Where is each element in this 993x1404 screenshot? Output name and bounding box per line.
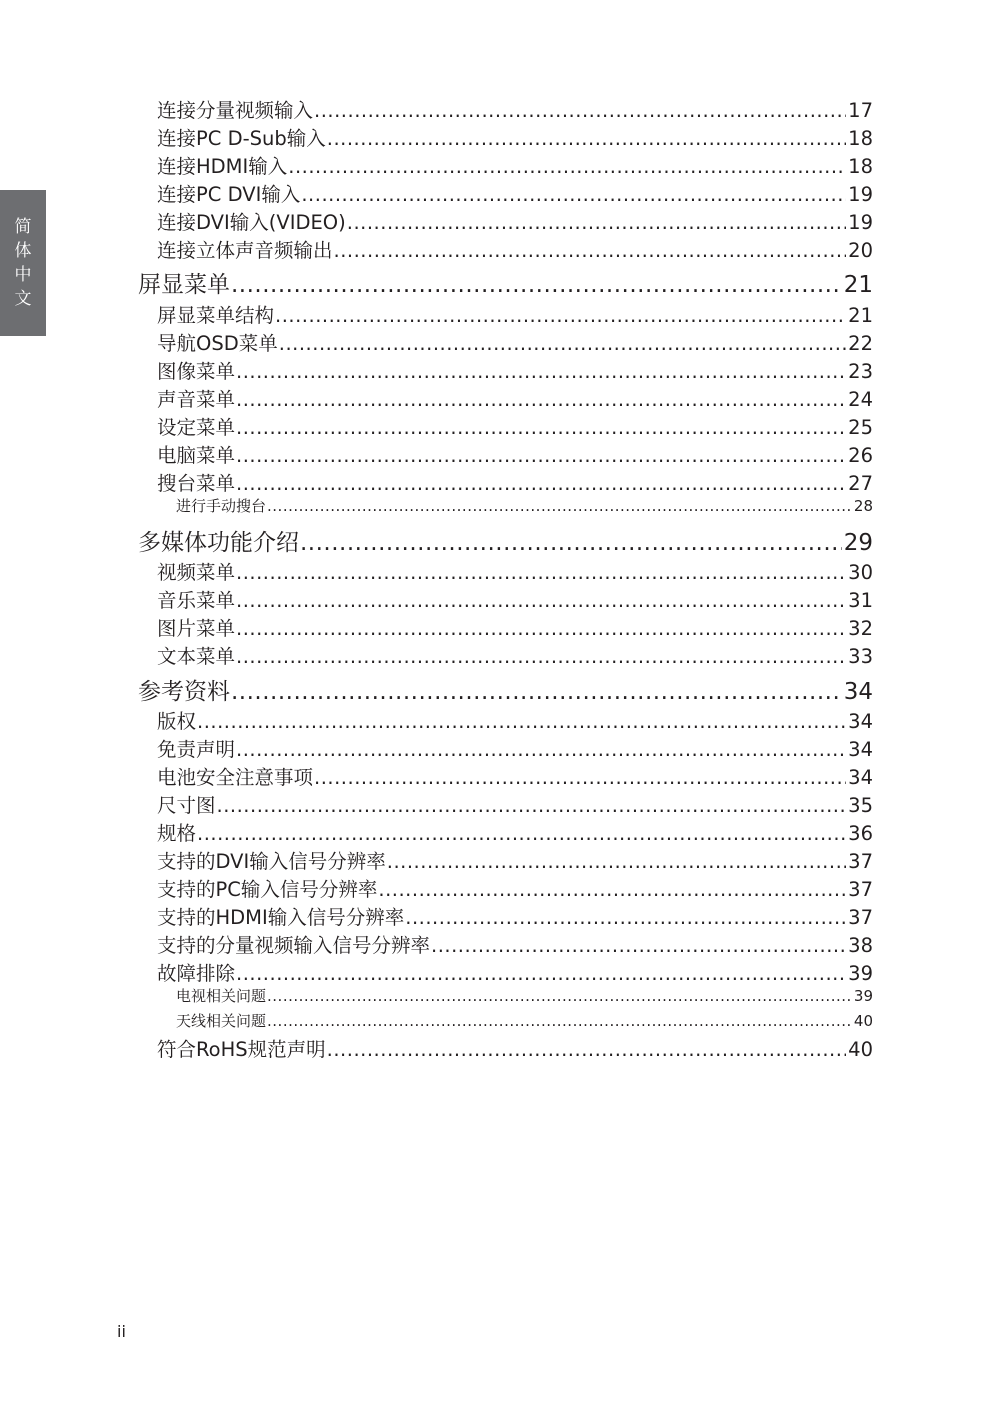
toc-entry-page: 20 bbox=[848, 239, 873, 262]
toc-entry-page: 21 bbox=[848, 304, 873, 327]
toc-entry-page: 29 bbox=[843, 530, 873, 556]
toc-entry[interactable] bbox=[176, 985, 873, 1005]
toc-entry-page: 35 bbox=[848, 794, 873, 817]
toc-entry-page: 27 bbox=[848, 472, 873, 495]
toc-entry-title: 电池安全注意事项 bbox=[157, 766, 314, 789]
toc-leader-dots bbox=[275, 304, 846, 327]
toc-entry-page: 30 bbox=[848, 561, 873, 584]
toc-entry[interactable] bbox=[176, 1010, 873, 1030]
side-tab-char: 体 bbox=[14, 241, 32, 261]
toc-entry[interactable] bbox=[157, 902, 873, 928]
toc-entry-title: 支持的PC输入信号分辨率 bbox=[157, 878, 378, 901]
toc-entry[interactable] bbox=[157, 958, 873, 984]
toc-entry-title: 搜台菜单 bbox=[157, 472, 236, 495]
toc-entry-title: 文本菜单 bbox=[157, 645, 236, 668]
toc-leader-dots bbox=[236, 962, 846, 985]
toc-entry[interactable] bbox=[157, 706, 873, 732]
toc-entry-title: 版权 bbox=[157, 710, 197, 733]
toc-entry[interactable] bbox=[157, 123, 873, 149]
toc-entry-page: 33 bbox=[848, 645, 873, 668]
toc-entry[interactable] bbox=[157, 818, 873, 844]
toc-leader-dots bbox=[236, 388, 846, 411]
toc-entry-title: 参考资料 bbox=[138, 679, 230, 705]
toc-entry-page: 21 bbox=[843, 272, 873, 298]
toc-entry-title: 规格 bbox=[157, 822, 197, 845]
toc-entry[interactable] bbox=[157, 874, 873, 900]
toc-entry[interactable] bbox=[157, 440, 873, 466]
toc-entry[interactable] bbox=[157, 412, 873, 438]
toc-entry-title: 图像菜单 bbox=[157, 360, 236, 383]
toc-entry[interactable] bbox=[157, 328, 873, 354]
toc-entry-page: 17 bbox=[848, 99, 873, 122]
toc-entry-title: 声音菜单 bbox=[157, 388, 236, 411]
toc-entry[interactable] bbox=[157, 846, 873, 872]
toc-entry-title: 符合RoHS规范声明 bbox=[157, 1038, 326, 1061]
toc-entry[interactable] bbox=[157, 356, 873, 382]
toc-entry-title: 连接PC D-Sub输入 bbox=[157, 127, 326, 150]
toc-entry[interactable] bbox=[157, 790, 873, 816]
toc-leader-dots bbox=[279, 332, 846, 355]
side-tab-char: 简 bbox=[14, 217, 32, 237]
toc-leader-dots bbox=[267, 1012, 852, 1030]
toc-entry[interactable] bbox=[157, 641, 873, 667]
toc-entry-title: 导航OSD菜单 bbox=[157, 332, 278, 355]
toc-entry[interactable] bbox=[157, 468, 873, 494]
toc-leader-dots bbox=[314, 99, 846, 122]
toc-entry[interactable] bbox=[157, 207, 873, 233]
toc-entry[interactable] bbox=[157, 300, 873, 326]
toc-entry-title: 音乐菜单 bbox=[157, 589, 236, 612]
toc-entry-page: 39 bbox=[853, 987, 873, 1005]
toc-entry-page: 32 bbox=[848, 617, 873, 640]
toc-entry-title: 故障排除 bbox=[157, 962, 236, 985]
toc-entry-page: 18 bbox=[848, 155, 873, 178]
toc-leader-dots bbox=[236, 645, 846, 668]
toc-entry[interactable] bbox=[138, 266, 873, 296]
toc-entry-title: 连接分量视频输入 bbox=[157, 99, 314, 122]
toc-leader-dots bbox=[387, 850, 846, 873]
toc-entry-title: 支持的HDMI输入信号分辨率 bbox=[157, 906, 405, 929]
toc-entry-title: 支持的DVI输入信号分辨率 bbox=[157, 850, 386, 873]
toc-entry[interactable] bbox=[138, 524, 873, 554]
toc-entry-title: 免责声明 bbox=[157, 738, 236, 761]
toc-leader-dots bbox=[236, 416, 846, 439]
toc-entry-title: 连接DVI输入(VIDEO) bbox=[157, 211, 346, 234]
toc-entry-title: 电视相关问题 bbox=[176, 987, 267, 1005]
toc-leader-dots bbox=[405, 906, 846, 929]
toc-entry-title: 图片菜单 bbox=[157, 617, 236, 640]
toc-entry-page: 34 bbox=[843, 679, 873, 705]
toc-leader-dots bbox=[236, 738, 846, 761]
toc-entry-page: 18 bbox=[848, 127, 873, 150]
toc-entry-page: 23 bbox=[848, 360, 873, 383]
side-tab-char: 中 bbox=[14, 265, 32, 285]
toc-entry-title: 电脑菜单 bbox=[157, 444, 236, 467]
toc-entry-page: 40 bbox=[848, 1038, 873, 1061]
toc-entry-title: 连接PC DVI输入 bbox=[157, 183, 301, 206]
toc-entry-page: 34 bbox=[848, 738, 873, 761]
toc-entry-title: 视频菜单 bbox=[157, 561, 236, 584]
toc-entry-page: 25 bbox=[848, 416, 873, 439]
toc-entry[interactable] bbox=[157, 179, 873, 205]
toc-entry-page: 39 bbox=[848, 962, 873, 985]
toc-entry-page: 34 bbox=[848, 710, 873, 733]
toc-entry[interactable] bbox=[157, 734, 873, 760]
toc-entry[interactable] bbox=[157, 235, 873, 261]
toc-leader-dots bbox=[431, 934, 846, 957]
toc-entry-title: 尺寸图 bbox=[157, 794, 216, 817]
toc-entry[interactable] bbox=[138, 673, 873, 703]
page-number: ii bbox=[117, 1322, 126, 1341]
toc-entry[interactable] bbox=[157, 95, 873, 121]
toc-entry-page: 22 bbox=[848, 332, 873, 355]
toc-entry[interactable] bbox=[157, 384, 873, 410]
toc-entry[interactable] bbox=[157, 151, 873, 177]
toc-entry-page: 34 bbox=[848, 766, 873, 789]
toc-entry[interactable] bbox=[157, 557, 873, 583]
toc-leader-dots bbox=[301, 183, 846, 206]
toc-leader-dots bbox=[236, 589, 846, 612]
toc-entry-title: 设定菜单 bbox=[157, 416, 236, 439]
toc-leader-dots bbox=[231, 272, 842, 298]
toc-entry-title: 连接HDMI输入 bbox=[157, 155, 288, 178]
toc-leader-dots bbox=[300, 530, 842, 556]
toc-leader-dots bbox=[288, 155, 846, 178]
toc-entry-page: 40 bbox=[853, 1012, 873, 1030]
toc-entry-title: 连接立体声音频输出 bbox=[157, 239, 333, 262]
toc-entry[interactable] bbox=[157, 613, 873, 639]
toc-leader-dots bbox=[197, 822, 846, 845]
toc-entry-title: 天线相关问题 bbox=[176, 1012, 267, 1030]
toc-entry-page: 31 bbox=[848, 589, 873, 612]
toc-entry-page: 36 bbox=[848, 822, 873, 845]
toc-entry-page: 26 bbox=[848, 444, 873, 467]
toc-leader-dots bbox=[236, 617, 846, 640]
toc-entry-page: 38 bbox=[848, 934, 873, 957]
toc-leader-dots bbox=[314, 766, 846, 789]
toc-entry-page: 28 bbox=[853, 497, 873, 515]
toc-entry-title: 进行手动搜台 bbox=[176, 497, 267, 515]
toc-entry[interactable] bbox=[157, 930, 873, 956]
toc-entry[interactable] bbox=[176, 495, 873, 515]
toc-entry-page: 19 bbox=[848, 211, 873, 234]
toc-leader-dots bbox=[267, 987, 852, 1005]
toc-leader-dots bbox=[327, 127, 846, 150]
language-side-tab bbox=[0, 190, 46, 336]
toc-entry-title: 多媒体功能介绍 bbox=[138, 530, 299, 556]
toc-entry-title: 支持的分量视频输入信号分辨率 bbox=[157, 934, 431, 957]
toc-entry-title: 屏显菜单结构 bbox=[157, 304, 275, 327]
side-tab-char: 文 bbox=[14, 289, 32, 309]
toc-entry[interactable] bbox=[157, 585, 873, 611]
toc-entry-page: 24 bbox=[848, 388, 873, 411]
toc-entry-page: 37 bbox=[848, 850, 873, 873]
toc-leader-dots bbox=[236, 360, 846, 383]
toc-leader-dots bbox=[217, 794, 847, 817]
toc-entry[interactable] bbox=[157, 1034, 873, 1060]
toc-leader-dots bbox=[347, 211, 846, 234]
toc-leader-dots bbox=[267, 497, 852, 515]
toc-leader-dots bbox=[378, 878, 846, 901]
toc-entry-title: 屏显菜单 bbox=[138, 272, 230, 298]
toc-leader-dots bbox=[231, 679, 842, 705]
toc-leader-dots bbox=[334, 239, 847, 262]
toc-leader-dots bbox=[197, 710, 846, 733]
toc-leader-dots bbox=[327, 1038, 847, 1061]
toc-entry[interactable] bbox=[157, 762, 873, 788]
toc-entry-page: 19 bbox=[848, 183, 873, 206]
toc-leader-dots bbox=[236, 444, 846, 467]
toc-leader-dots bbox=[236, 561, 846, 584]
toc-leader-dots bbox=[236, 472, 846, 495]
toc-entry-page: 37 bbox=[848, 878, 873, 901]
toc-entry-page: 37 bbox=[848, 906, 873, 929]
